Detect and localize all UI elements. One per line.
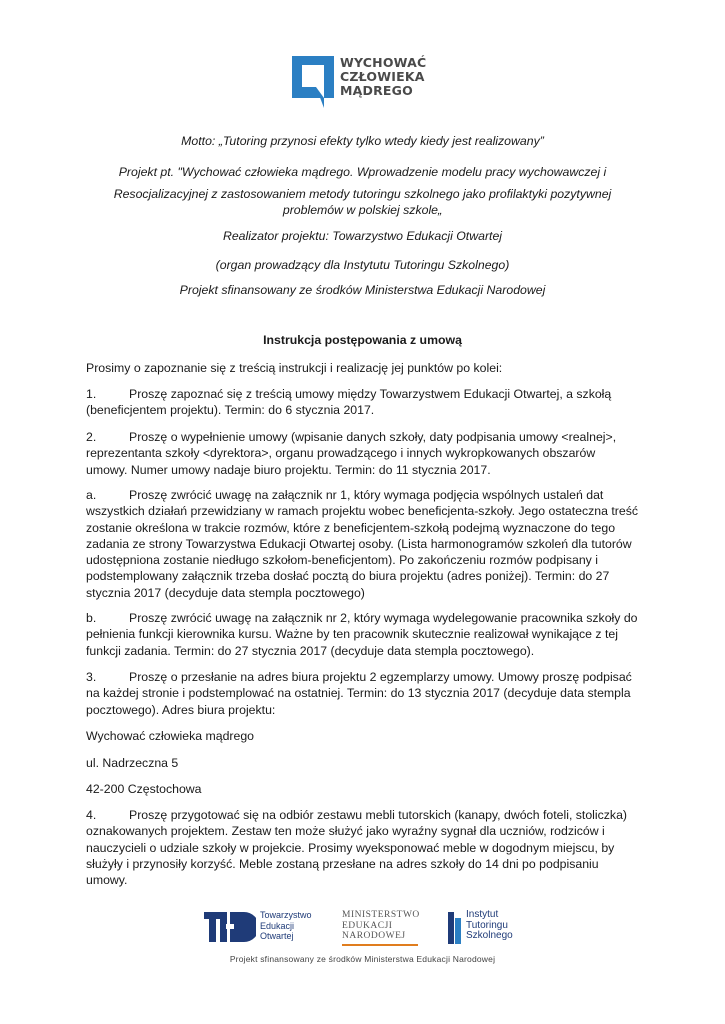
address-line-1: Wychować człowieka mądrego	[86, 729, 255, 743]
logo-line-1: WYCHOWAĆ	[340, 55, 427, 70]
item-text: Proszę zapoznać się z treścią umowy między Towarzystwem Edukacji Otwartej, a szkołą (beneficjentem projektu). Termin: do 6 stycznia 2017.	[86, 387, 612, 418]
address-line-3: 42-200 Częstochowa	[86, 782, 202, 796]
list-item	[86, 386, 638, 419]
item-number: 1.	[86, 387, 97, 401]
item-text: Proszę o przesłanie na adres biura projektu 2 egzemplarzy umowy. Umowy proszę podpisać na każdej stronie i podstemplować na ostatniej. Termin: do 13 stycznia 2017 (decyduje data stempla pocztowego). Adres biura projektu:	[86, 670, 632, 717]
its-line: Instytut	[466, 909, 499, 920]
address-line-2: ul. Nadrzeczna 5	[86, 756, 179, 770]
motto: Motto: „Tutoring przynosi efekty tylko wtedy kiedy jest realizowany”	[181, 134, 544, 148]
instruction-title: Instrukcja postępowania z umową	[263, 333, 462, 347]
item-text: Proszę zwrócić uwagę na załącznik nr 2, który wymaga wydelegowanie pracownika szkoły do pełnienia funkcji kierownika kursu. Ważne by ten pracownik skutecznie realizował wynikające z tej funkcji zadania. Termin: do 27 stycznia 2017 (decyduje data stempla pocztowego).	[86, 611, 638, 658]
item-number: b.	[86, 611, 97, 625]
list-item	[86, 429, 638, 478]
item-number: 4.	[86, 808, 97, 822]
ted-logo-icon	[204, 912, 256, 942]
men-line: MINISTERSTWO	[342, 910, 420, 920]
organ-note: (organ prowadzący dla Instytutu Tutoringu Szkolnego)	[215, 258, 510, 272]
speech-bubble-logo-icon	[292, 56, 334, 108]
lead-paragraph: Prosimy o zapoznanie się z treścią instrukcji i realizację jej punktów po kolei:	[86, 361, 503, 375]
men-line: EDUKACJI	[342, 920, 393, 931]
its-logo-text	[466, 910, 513, 942]
list-item	[86, 669, 638, 718]
ted-line: Otwartej	[260, 931, 294, 941]
realizator: Realizator projektu: Towarzystwo Edukacji Otwartej	[222, 229, 503, 243]
ted-line: Edukacji	[260, 920, 295, 931]
list-item	[86, 807, 638, 888]
project-title-line2: Resocjalizacyjnej z zastosowaniem metody tutoringu szkolnego jako profilaktyki pozytywnej problemów w polskiej szkole„	[113, 187, 612, 217]
logo-wordmark	[340, 56, 426, 98]
project-title-line1: Projekt pt. "Wychować człowieka mądrego. Wprowadzenie modelu pracy wychowawczej i	[118, 165, 607, 179]
list-item	[86, 610, 638, 659]
project-logo	[292, 56, 442, 114]
men-logo-text	[342, 910, 420, 942]
item-text: Proszę o wypełnienie umowy (wpisanie danych szkoły, daty podpisania umowy <realnej>, reprezentanta szkoły <dyrektora>, organu prowadzącego i innych wykropkowanych obszarów umowy. Numer umowy nadaje biuro projektu. Termin: do 11 stycznia 2017.	[86, 430, 617, 477]
footer-caption: Projekt sfinansowany ze środków Ministerstwa Edukacji Narodowej	[229, 954, 496, 964]
item-text: Proszę zwrócić uwagę na załącznik nr 1, który wymaga podjęcia wspólnych ustaleń dat wszystkich działań przewidziany w ramach projektu wobec beneficjenta-szkoły. Jego ostateczna treść zostanie określona w trakcie rozmów, które z beneficjentem-szkołą podejmą wyznaczone do tego zadania ze strony Towarzystwa Edukacji Otwartej osoby. (Lista harmonogramów szkoleń dla tutorów udostępniona zostanie niedługo szkołom-beneficjentom). Po zakończeniu rozmów podpisany i podstemplowany załącznik trzeba dosłać pocztą do biura projektu (adres poniżej). Termin: do 27 stycznia 2017 (decyduje data stempla pocztowego)	[86, 488, 639, 600]
item-number: 2.	[86, 430, 97, 444]
funding-note: Projekt sfinansowany ze środków Ministerstwa Edukacji Narodowej	[179, 283, 546, 297]
ted-line: Towarzystwo	[260, 910, 312, 920]
its-line: Szkolnego	[466, 930, 513, 941]
men-logo-underline	[342, 944, 418, 946]
item-text: Proszę przygotować się na odbiór zestawu mebli tutorskich (kanapy, dwóch foteli, stoliczka) oznakowanych projektem. Zestaw ten może służyć jako wyraźny sygnał dla uczniów, rodziców i nauczycieli o udziale szkoły w projekcie. Prosimy wyeksponować meble w dogodnym miejscu, by służyły i przynosiły korzyść. Meble zostaną przesłane na adres szkoły do 14 dni po podpisaniu umowy.	[86, 808, 628, 888]
item-number: a.	[86, 488, 97, 502]
its-logo-icon	[448, 912, 462, 944]
men-line: NARODOWEJ	[342, 931, 406, 941]
its-line: Tutoringu	[466, 919, 508, 931]
logo-line-2: CZŁOWIEKA	[340, 69, 425, 84]
item-number: 3.	[86, 670, 97, 684]
logo-line-3: MĄDREGO	[340, 83, 413, 98]
partner-logos	[200, 908, 530, 950]
list-item	[86, 487, 638, 601]
ted-logo-text	[260, 910, 312, 942]
